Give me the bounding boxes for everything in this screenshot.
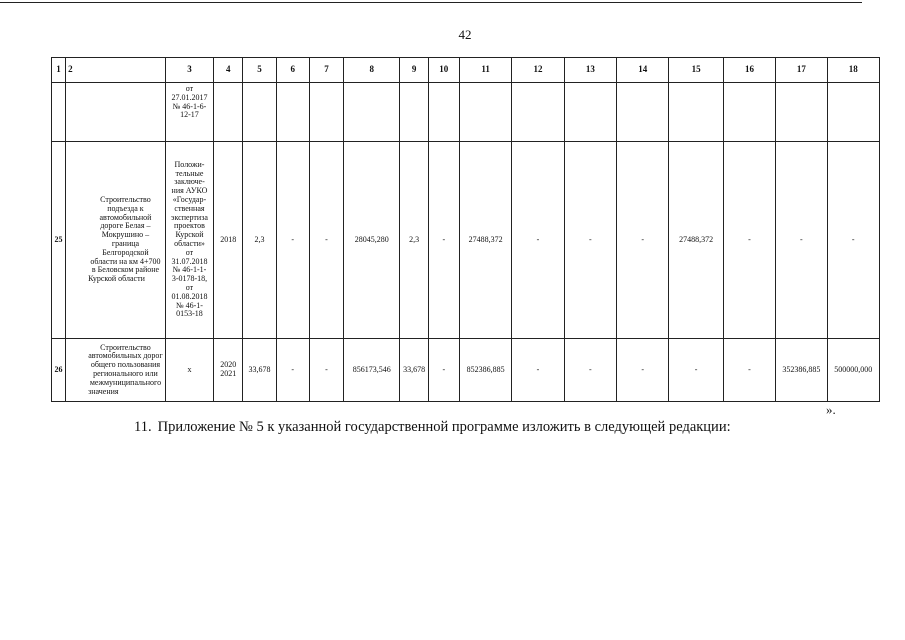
value-cell-col-6	[276, 83, 309, 142]
value-cell-col-10	[428, 83, 459, 142]
value-cell-col-17	[776, 83, 827, 142]
header-cell-14: 14	[617, 58, 669, 83]
value-cell-col-5: 2,3	[243, 142, 276, 339]
header-cell-1: 1	[52, 58, 66, 83]
paragraph-text: Приложение № 5 к указанной государственной программе изложить в следующей редакции:	[157, 419, 731, 435]
table-row	[52, 142, 880, 339]
header-cell-4: 4	[214, 58, 243, 83]
value-cell-col-17: -	[776, 142, 827, 339]
header-cell-10: 10	[428, 58, 459, 83]
value-cell-col-9: 33,678	[400, 339, 428, 402]
document-line: «Государ-	[172, 195, 207, 205]
paragraph-number: 11.	[134, 419, 152, 435]
header-cell-7: 7	[309, 58, 343, 83]
value-cell-col-13	[564, 83, 616, 142]
value-cell-col-8	[344, 83, 400, 142]
value-cell-col-13: -	[564, 339, 616, 402]
value-cell-col-4: 2020 2021	[214, 339, 243, 402]
value-cell-col-10: -	[428, 142, 459, 339]
value-cell-col-14: -	[617, 339, 669, 402]
table-row	[52, 83, 880, 142]
header-cell-2: 2	[66, 58, 166, 83]
header-cell-12: 12	[512, 58, 564, 83]
top-rule	[0, 2, 862, 3]
document-line: Положи-	[174, 159, 205, 169]
document-line: 01.08.2018	[171, 291, 208, 301]
document-line: от	[185, 282, 194, 292]
value-cell-col-16	[723, 83, 775, 142]
document-line: 27.01.2017	[171, 92, 208, 102]
header-cell-13: 13	[564, 58, 616, 83]
document-line: тельные	[175, 168, 204, 178]
header-cell-11: 11	[459, 58, 511, 83]
document-line: 12-17	[180, 110, 199, 120]
object-name-cell: Строительство подъезда к автомобильной дороге Белая – Мокрушино – граница Белгородской области на км 4+700 в Беловском районе Курской области	[66, 142, 166, 339]
value-cell-col-8: 28045,280	[344, 142, 400, 339]
document-line: 31.07.2018	[171, 256, 208, 266]
value-cell-col-7	[309, 83, 343, 142]
value-cell-col-18: 500000,000	[827, 339, 879, 402]
value-cell-col-5: 33,678	[243, 339, 276, 402]
value-cell-col-15: -	[669, 339, 723, 402]
value-cell-col-12: -	[512, 142, 564, 339]
document-line: № 46-1-6-	[172, 101, 207, 111]
row-number-cell: 26	[52, 339, 66, 402]
paragraph-11	[134, 419, 731, 436]
header-cell-6: 6	[276, 58, 309, 83]
value-cell-col-14: -	[617, 142, 669, 339]
document-line: х	[187, 364, 192, 374]
value-cell-col-11: 852386,885	[459, 339, 511, 402]
value-cell-col-15	[669, 83, 723, 142]
document-cell	[165, 83, 213, 142]
value-cell-col-9	[400, 83, 428, 142]
header-cell-8: 8	[344, 58, 400, 83]
value-cell-col-10: -	[428, 339, 459, 402]
document-line: Курской	[175, 230, 204, 240]
value-cell-col-17: 352386,885	[776, 339, 827, 402]
document-line: ственная	[174, 203, 205, 213]
document-line: № 46-1-	[176, 300, 203, 310]
row-number-cell	[52, 83, 66, 142]
document-cell	[165, 339, 213, 402]
value-cell-col-18	[827, 83, 879, 142]
document-line: от	[185, 247, 194, 257]
header-cell-15: 15	[669, 58, 723, 83]
document-line: 3-0178-18,	[171, 274, 208, 284]
document-line: области»	[174, 239, 205, 248]
value-cell-col-6: -	[276, 339, 309, 402]
value-cell-col-5	[243, 83, 276, 142]
value-cell-col-4: 2018	[214, 142, 243, 339]
value-cell-col-14	[617, 83, 669, 142]
value-cell-col-11	[459, 83, 511, 142]
page-number: 42	[458, 27, 472, 42]
document-line: заключе-	[174, 177, 205, 187]
row-number-cell: 25	[52, 142, 66, 339]
value-cell-col-11: 27488,372	[459, 142, 511, 339]
value-cell-col-15: 27488,372	[669, 142, 723, 339]
table-header-row	[52, 58, 880, 83]
value-cell-col-6: -	[276, 142, 309, 339]
value-cell-col-7: -	[309, 142, 343, 339]
document-line: 0153-18	[176, 309, 203, 319]
value-cell-col-12	[512, 83, 564, 142]
header-cell-17: 17	[776, 58, 827, 83]
document-line: экспертиза	[171, 212, 208, 222]
value-cell-col-16: -	[723, 142, 775, 339]
document-line: ния АУКО	[171, 186, 208, 196]
value-cell-col-8: 856173,546	[344, 339, 400, 402]
header-cell-16: 16	[723, 58, 775, 83]
document-cell	[165, 142, 213, 339]
value-cell-col-13: -	[564, 142, 616, 339]
value-cell-col-4	[214, 83, 243, 142]
table-row	[52, 339, 880, 402]
value-cell-col-12: -	[512, 339, 564, 402]
data-table	[51, 57, 880, 402]
header-cell-9: 9	[400, 58, 428, 83]
value-cell-col-7: -	[309, 339, 343, 402]
value-cell-col-16: -	[723, 339, 775, 402]
object-name-cell: Строительство автомобильных дорог общего пользования регионального или межмуниципального значения	[66, 339, 166, 402]
header-cell-18: 18	[827, 58, 879, 83]
document-line: проектов	[174, 221, 205, 231]
document-line: № 46-1-1-	[172, 265, 207, 275]
header-cell-5: 5	[243, 58, 276, 83]
value-cell-col-9: 2,3	[400, 142, 428, 339]
closing-quote: ».	[826, 402, 836, 417]
header-cell-3: 3	[165, 58, 213, 83]
document-line: от	[185, 84, 194, 93]
value-cell-col-18: -	[827, 142, 879, 339]
object-name-cell	[66, 83, 166, 142]
